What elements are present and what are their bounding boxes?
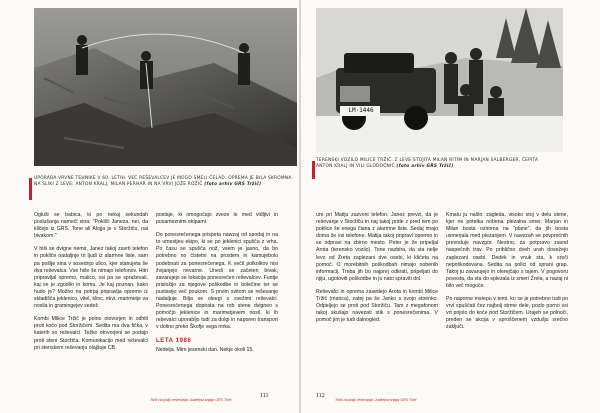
caption-source: (foto arhiv GRS Tržič)	[204, 182, 262, 187]
paragraph: V hiši se dvigne nemir, Janez takoj zavrti telefon in pokliče nadaljnje tri ljudi iz alarmne liste, sam pa pošlje sina v sosednjo ulico, kjer stanujeta še dva reševalca. Vse hiše še nimajo telefonov. Hitri pripravljal opremo, malico, vsi pa se spraševali, kaj se je zgodilo in komu. Je kaj poznan, kako hudo je? Možno na potrjaj pripravlja opremo iz skladišča jeklenico, vitel, klinc, ekvi, marimetje va nosila in gramingejev sedež.	[34, 246, 148, 310]
caption-source: (foto arhiv GRS Tržič)	[396, 164, 454, 169]
left-column-1	[34, 212, 148, 402]
page-number: 111	[260, 393, 269, 399]
rescue-rope-photo	[34, 8, 297, 166]
right-column-1	[316, 212, 438, 402]
right-page	[301, 0, 600, 413]
paragraph: Nedelja. Mirn jesenski dan. Nekje okoli 15.	[156, 346, 254, 353]
paragraph: Do ponesrečenega prispeta nawzaj od spodaj in na to umestjeu ekipo, ki se po jeklenici spušča z vrha. Po času se spušča nož, vsem je jasno, da bo potrebno no čistetni na prostem in kamujebolo podebnati za ponesrečenega. K večil polkolkov nisi žvijanjejo nevarne. Unedi se začeten bivak, zavarujejo se lokacija ponesrečen reševalcev. Funtje prisložijo za njegove poškodbe in bolečine ter se pustavijo več poukom. S prvim svitom se reševanje nadaljuje. Bilja se oleegi s svežimi reševalci. Ponesrečenega dopirata na rob stene dvigneo s pomočjo jeklenice in marimetjevem nosil, ki ih reševalci uporabljo tudi za dolgi in naporen transport v dolino preko Škofje vega mrka.	[156, 232, 278, 331]
photo-caption	[34, 176, 297, 188]
left-column-2	[156, 212, 278, 402]
running-footer: Tržič na polju reševanja: Jubilejna knjiga GRS Tržič	[150, 398, 232, 402]
paragraph: Kombi Milice Tržič je polno otovorjen in odhiti proti kočo pod Storžičem. Sedita mu dva fička, v katerih so reševalci. Težko otovorjeni se podajo proti steni Storžiča. Komunikacijo med reševalci pri stenskem reševanju olajšuje CB	[34, 316, 148, 351]
running-footer: Tržič na polju reševanja: Jubilejna knjiga GRS Tržič	[335, 398, 417, 402]
right-column-2	[446, 212, 568, 402]
caption-accent-bar	[312, 161, 315, 179]
photo-caption	[316, 158, 556, 170]
paragraph: postaje, ki omogočajo zveze le med vidljivi in posameznimi ekipami.	[156, 212, 278, 226]
paragraph: Reševalci in oprema zasedejo Arota in kombi Milice Tržič (marica), zatej pa še Janko s svojo stoenko. Odpeljejo se proti pod Storžiču. Tam z megafonom takoj skušajo navezati stik s ponesrečenima. V pomoč jim je tudi dalnogled.	[316, 288, 438, 324]
caption-accent-bar	[29, 178, 32, 200]
paragraph: ure pri Matiju zazvoni telefon. Janez prevzi, da je reševanje v Storžiču in naj takoj pride z pred tem po poklice še enega člana z alarmne liste. Sedaj imajo doma že vsi telefone. Matija takoj pripravi opremo in se odpravi na zbirno mesto. Peter je že pripeljal Arota (terensko vozilo). Tone nazbira, da sta nelje levo od Žreta zaplezani dve osebi, ki kličeta na pomoč. O morebitnih poškodbah nimajo nobenih informacij. Treba jih bo najprej odkrati, pripeljati do njiju, ugotoviti poškodbe in ju nato spraviti dol.	[316, 212, 438, 282]
vehicle-photo	[316, 8, 563, 152]
paragraph: Ogluši se babica, ki po nekaj sekundah poslušanja nameči sina: "Pokliči Janeza, nei, da kličejo iz GRS. Tone ali Alojja je v Storžiču, nai bivakom."	[34, 212, 148, 240]
paragraph: Kmalu ju našlo: zagleda, visoko stoj v delu stene, kjer ne potelka nobena plezalna smer. Marjan in Milan bosta oziroma na "plane", da jih bosta usmerjala med plezanjem. V navezah se povprečnih prevoduje navzgor. Nestno, za potpravo zavod naspečnih trav. Po priblično dveh urah dosežejo zaplezani osebi. Dedek in vnuk sta, k sreči nepoškodovana. Sedita na polici od sprani grap. Takoj ju zavarujejo in olerejčajo s tajem. V pogovoru povesta, da sta do splezala iz smeri Žrela, a nazaj ni bilo več mogoče.	[446, 212, 568, 289]
page-number: 112	[316, 393, 325, 399]
caption-text: UPORABA VRVNE TEHNIKE V 60. LETIH. VEČ REŠEVALCEV JE MOGO SMELI ČELAD. OPREMA JE BILA SKROMNA. NA SLIKI Z LEVE: ANTON KRALJ, MILAN PERHAR IN NA VRVI JOŽE ROŽIČ	[34, 176, 294, 187]
caption-text: TERENSKI VOZILO MILICE TRŽIČ. Z LEVE STOJITA MILAN RITIM IN MARJAN SALBERGER, ČEPITA ANTON KRALJ IN VILI GLODOČNIĆ	[316, 158, 539, 169]
license-plate: LM·1446	[348, 107, 374, 114]
paragraph: Po naporne mstepu v temi, ko se je potrebno tudi po vrvi spuščati čez najbolj strme dele, pozlo porno vsi vrt prijolo do koče pod Storžičem. Urajeh se polnoči, preden se akcija v sproščenem vzdušju srečno zaključi.	[446, 296, 568, 331]
section-heading: LETA 1986	[156, 337, 192, 344]
left-page	[0, 0, 299, 413]
